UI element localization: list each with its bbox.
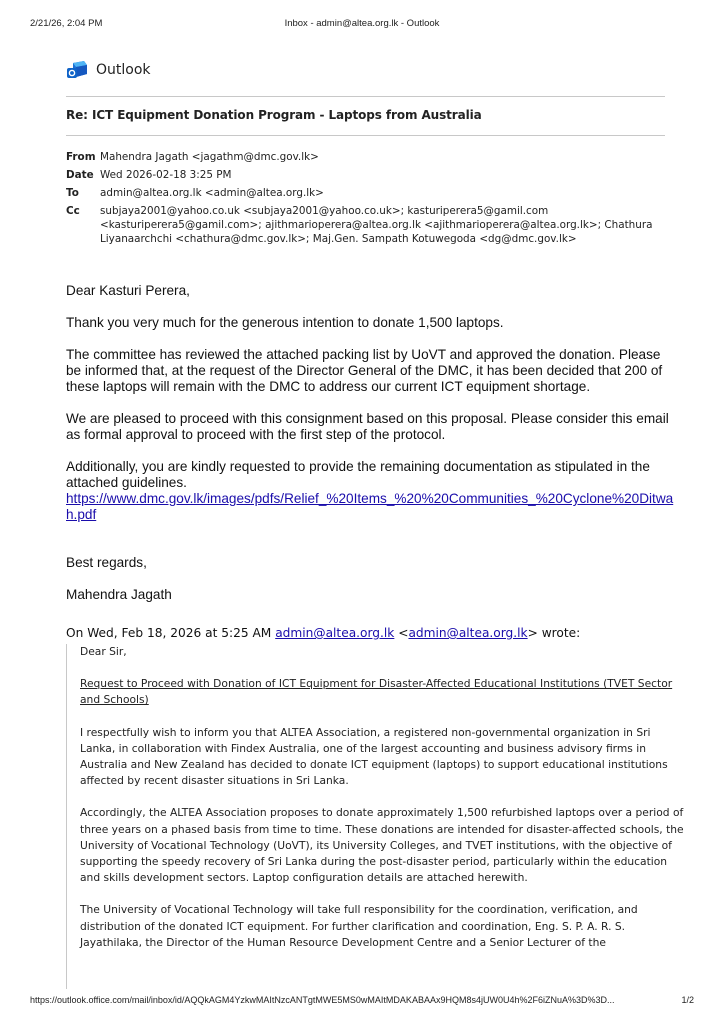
body-paragraph-with-link	[66, 459, 676, 523]
header-from	[66, 148, 666, 166]
header-value: subjaya2001@yahoo.co.uk <subjaya2001@yahoo.co.uk>; kasturiperera5@gamil.com <kasturiperera5@gamil.com>; ajithmarioperera@altea.org.lk <ajithmarioperera@altea.org.lk>; Chathura Liyanaarchchi <chathura@dmc.gov.lk>; Maj.Gen. Sampath Kotuwegoda <dg@dmc.gov.lk>	[100, 205, 653, 245]
email-subject: Re: ICT Equipment Donation Program - Laptops from Australia	[66, 108, 482, 122]
print-datetime: 2/21/26, 2:04 PM	[30, 18, 103, 29]
header-to	[66, 184, 666, 202]
header-cc	[66, 202, 666, 246]
app-brand	[66, 60, 151, 80]
header-value: Mahendra Jagath <jagathm@dmc.gov.lk>	[100, 151, 319, 163]
header-value: admin@altea.org.lk <admin@altea.org.lk>	[100, 187, 324, 199]
header-label: Cc	[66, 205, 80, 217]
print-header	[30, 18, 694, 32]
body-paragraph: We are pleased to proceed with this consignment based on this proposal. Please consider this email as formal approval to proceed with the first step of the protocol.	[66, 411, 669, 442]
header-label: From	[66, 151, 96, 163]
header-date	[66, 166, 666, 184]
sender-email-link[interactable]: admin@altea.org.lk	[275, 626, 395, 640]
print-url: https://outlook.office.com/mail/inbox/id/AQQkAGM4YzkwMAItNzcANTgtMWE5MS0wMAItMDAKABAAx9HQM8s4jUW0U4h%2F6iZNuA%3D%3D...	[30, 995, 615, 1005]
quoted-greeting: Dear Sir,	[80, 645, 127, 658]
quoted-intro-prefix: On Wed, Feb 18, 2026 at 5:25 AM	[66, 626, 272, 640]
quoted-paragraph: Accordingly, the ALTEA Association proposes to donate approximately 1,500 refurbished laptops over a period of three years on a phased basis from time to time. These donations are intended for disaster-affected schools, the University of Vocational Technology (UoVT), its University Colleges, and TVET institutions, with the objective of supporting the speedy recovery of Sri Lanka during the post-disaster period, particularly within the education and skills development sectors. Laptop configuration details are attached herewith.	[80, 806, 684, 885]
email-headers	[66, 148, 666, 246]
body-paragraph: The committee has reviewed the attached packing list by UoVT and approved the donation. Please be informed that, at the request of the Director General of the DMC, it has been decided that 200 of these laptops will remain with the DMC to address our current ICT equipment shortage.	[66, 347, 663, 394]
divider	[66, 135, 665, 136]
body-greeting: Dear Kasturi Perera,	[66, 283, 190, 298]
sender-email-link[interactable]: admin@altea.org.lk	[408, 626, 528, 640]
closing: Best regards,	[66, 555, 147, 570]
header-value: Wed 2026-02-18 3:25 PM	[100, 169, 232, 181]
body-paragraph: Thank you very much for the generous intention to donate 1,500 laptops.	[66, 315, 504, 330]
quoted-intro-suffix: wrote:	[541, 626, 581, 640]
email-body	[66, 283, 676, 619]
body-paragraph: Additionally, you are kindly requested to provide the remaining documentation as stipulated in the attached guidelines.	[66, 459, 650, 490]
quoted-message	[66, 644, 686, 989]
header-label: Date	[66, 169, 94, 181]
print-page-title: Inbox - admin@altea.org.lk - Outlook	[284, 18, 440, 29]
guidelines-link[interactable]: https://www.dmc.gov.lk/images/pdfs/Relief_%20Items_%20%20Communities_%20Cyclone%20Ditwah.pdf	[66, 491, 674, 522]
quoted-paragraph: I respectfully wish to inform you that ALTEA Association, a registered non-governmental organization in Sri Lanka, in collaboration with Findex Australia, one of the largest accounting and business advisory firms in Australia and New Zealand has decided to donate ICT equipment (laptops) to support educational institutions affected by recent disaster situations in Sri Lanka.	[80, 725, 668, 788]
page-number: 1/2	[681, 995, 694, 1005]
quoted-paragraph: The University of Vocational Technology will take full responsibility for the coordination, verification, and distribution of the donated ICT equipment. For further clarification and coordination, Eng. S. P. A. R. S. Jayathilaka, the Director of the Human Resource Development Centre and a Senior Lecturer of the	[80, 903, 638, 949]
header-label: To	[66, 187, 79, 199]
divider	[66, 96, 665, 97]
outlook-logo-icon	[66, 60, 88, 80]
quoted-intro: On Wed, Feb 18, 2026 at 5:25 AM admin@altea.org.lk <admin@altea.org.lk> wrote:	[66, 626, 581, 640]
signature: Mahendra Jagath	[66, 587, 172, 602]
quoted-heading: Request to Proceed with Donation of ICT Equipment for Disaster-Affected Educational Institutions (TVET Sector and Schools)	[80, 677, 673, 707]
app-name: Outlook	[96, 62, 151, 78]
